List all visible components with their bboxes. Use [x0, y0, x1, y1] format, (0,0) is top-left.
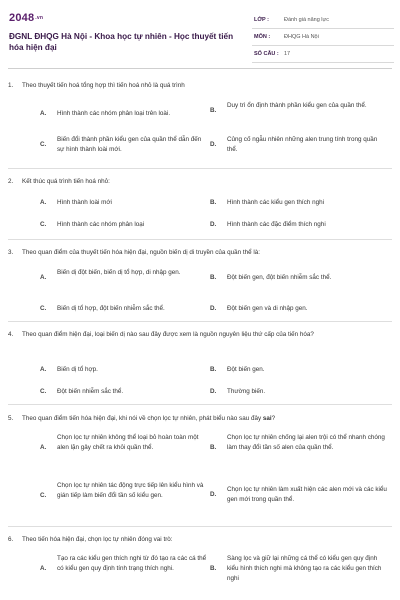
meta-key: LỚP : — [254, 17, 269, 23]
option-text: Biến dị tổ hợp. — [57, 366, 98, 373]
brand-name: 2048 — [9, 12, 35, 24]
question-stem — [8, 81, 367, 91]
option-text: Hình thành các đặc điểm thích nghi — [227, 221, 326, 228]
option-letter: A. — [40, 444, 47, 451]
meta-key: SỐ CÂU : — [254, 51, 279, 57]
document-title: ĐGNL ĐHQG Hà Nội - Khoa học tự nhiên - Học thuyết tiến hóa hiện đại — [9, 32, 234, 52]
option-text: Hình thành các nhóm phân loại — [57, 221, 145, 228]
brand-tld: .vn — [35, 15, 44, 22]
question-text: Theo tiến hóa hiện đại, chọn lọc tự nhiên đóng vai trò: — [22, 536, 173, 543]
option-letter: D. — [210, 491, 217, 498]
option-letter: B. — [210, 107, 217, 114]
question-separator — [8, 239, 392, 240]
meta-row-subject — [252, 29, 394, 46]
meta-value: ĐHQG Hà Nội — [284, 34, 319, 40]
header-divider — [8, 68, 392, 69]
question-number: 2. — [8, 178, 14, 185]
option-letter: D. — [210, 305, 217, 312]
option-text: Đột biến nhiễm sắc thể. — [57, 388, 124, 395]
option-text: Đột biến gen, đột biến nhiễm sắc thể. — [227, 274, 332, 281]
option-text: Chọn lọc tự nhiên làm xuất hiện các alen mới và các kiểu gen mới trong quần thể. — [227, 486, 387, 503]
question-separator — [8, 404, 392, 405]
question-text: Theo quan điểm hiện đại, loại biến dị nào sau đây được xem là nguồn nguyên liệu thứ cấp của tiến hóa? — [22, 331, 314, 338]
option-letter: C. — [40, 492, 47, 499]
option-letter: C. — [40, 221, 47, 228]
question-separator — [8, 526, 392, 527]
question-text: Theo quan điểm của thuyết tiến hóa hiện đại, nguồn biến dị di truyền của quần thể là: — [22, 249, 261, 256]
question-stem — [8, 248, 367, 258]
question-stem — [8, 177, 367, 187]
meta-row-count — [252, 46, 394, 63]
option-letter: A. — [40, 110, 47, 117]
option-text: Duy trì ổn định thành phần kiểu gen của quần thể. — [227, 102, 367, 109]
option-text: Chọn lọc tự nhiên tác động trực tiếp lên kiểu hình và gián tiếp làm biến đổi tần số kiểu gen. — [57, 482, 204, 499]
option-letter: A. — [40, 274, 47, 281]
option-text: Chọn lọc tự nhiên không thể loại bỏ hoàn toàn một alen lặn gây chết ra khỏi quần thể. — [57, 434, 199, 451]
document-header — [0, 0, 400, 64]
option-text: Hình thành các nhóm phân loại trên loài. — [57, 110, 171, 117]
question-number: 3. — [8, 249, 14, 256]
question-number: 5. — [8, 415, 14, 422]
option-text: Chọn lọc tự nhiên chống lại alen trội có thể nhanh chóng làm thay đổi tần số alen của quần thể. — [227, 434, 385, 451]
meta-key: MÔN : — [254, 34, 271, 40]
option-letter: C. — [40, 305, 47, 312]
question-end: ? — [271, 415, 276, 422]
question-text: Theo quan điểm tiến hóa hiện đại, khi nói về chọn lọc tự nhiên, phát biểu nào sau đây — [22, 415, 262, 422]
option-letter: D. — [210, 221, 217, 228]
meta-value: Đánh giá năng lực — [284, 17, 329, 23]
option-letter: A. — [40, 565, 47, 572]
meta-value: 17 — [284, 51, 291, 57]
option-text: Biến đổi thành phần kiểu gen của quần thể dẫn đến sự hình thành loài mới. — [57, 136, 202, 153]
option-text: Biến dị tổ hợp, đột biến nhiễm sắc thể. — [57, 305, 165, 312]
question-stem — [8, 414, 382, 424]
option-letter: D. — [210, 388, 217, 395]
option-text: Sàng lọc và giữ lại những cá thể có kiểu gen quy định kiểu hình thích nghi mà không tạo ra các kiểu gen thích nghi — [227, 555, 382, 582]
question-number: 4. — [8, 331, 14, 338]
question-number: 1. — [8, 82, 14, 89]
question-text: Kết thúc quá trình tiến hoá nhỏ: — [22, 178, 110, 185]
option-letter: D. — [210, 141, 217, 148]
option-letter: C. — [40, 388, 47, 395]
option-letter: B. — [210, 366, 217, 373]
meta-table — [252, 12, 394, 63]
question-separator — [8, 168, 392, 169]
option-letter: B. — [210, 444, 217, 451]
option-text: Tạo ra các kiểu gen thích nghi từ đó tạo ra các cá thể có kiểu gen quy định tính trạng thích nghi. — [57, 555, 207, 572]
option-text: Đột biến gen. — [227, 366, 265, 373]
option-letter: B. — [210, 565, 217, 572]
option-letter: A. — [40, 366, 47, 373]
question-text: Theo thuyết tiến hoá tổng hợp thì tiến hoá nhỏ là quá trình — [22, 82, 185, 89]
question-stem — [8, 330, 352, 340]
meta-row-class — [252, 12, 394, 29]
option-text: Củng cố ngẫu nhiên những alen trung tính trong quần thể. — [227, 136, 378, 153]
option-letter: B. — [210, 274, 217, 281]
question-stem — [8, 535, 367, 545]
option-letter: A. — [40, 199, 47, 206]
option-letter: B. — [210, 199, 217, 206]
question-separator — [8, 321, 392, 322]
brand-logo[interactable] — [9, 12, 43, 24]
option-letter: C. — [40, 141, 47, 148]
option-text: Hình thành các kiểu gen thích nghi — [227, 199, 324, 206]
option-text: Hình thành loài mới — [57, 199, 112, 206]
question-number: 6. — [8, 536, 14, 543]
question-emphasis: sai — [262, 415, 272, 422]
option-text: Thường biến. — [227, 388, 266, 395]
option-text: Đột biến gen và di nhập gen. — [227, 305, 308, 312]
option-text: Biến dị đột biến, biến dị tổ hợp, di nhập gen. — [57, 269, 181, 276]
